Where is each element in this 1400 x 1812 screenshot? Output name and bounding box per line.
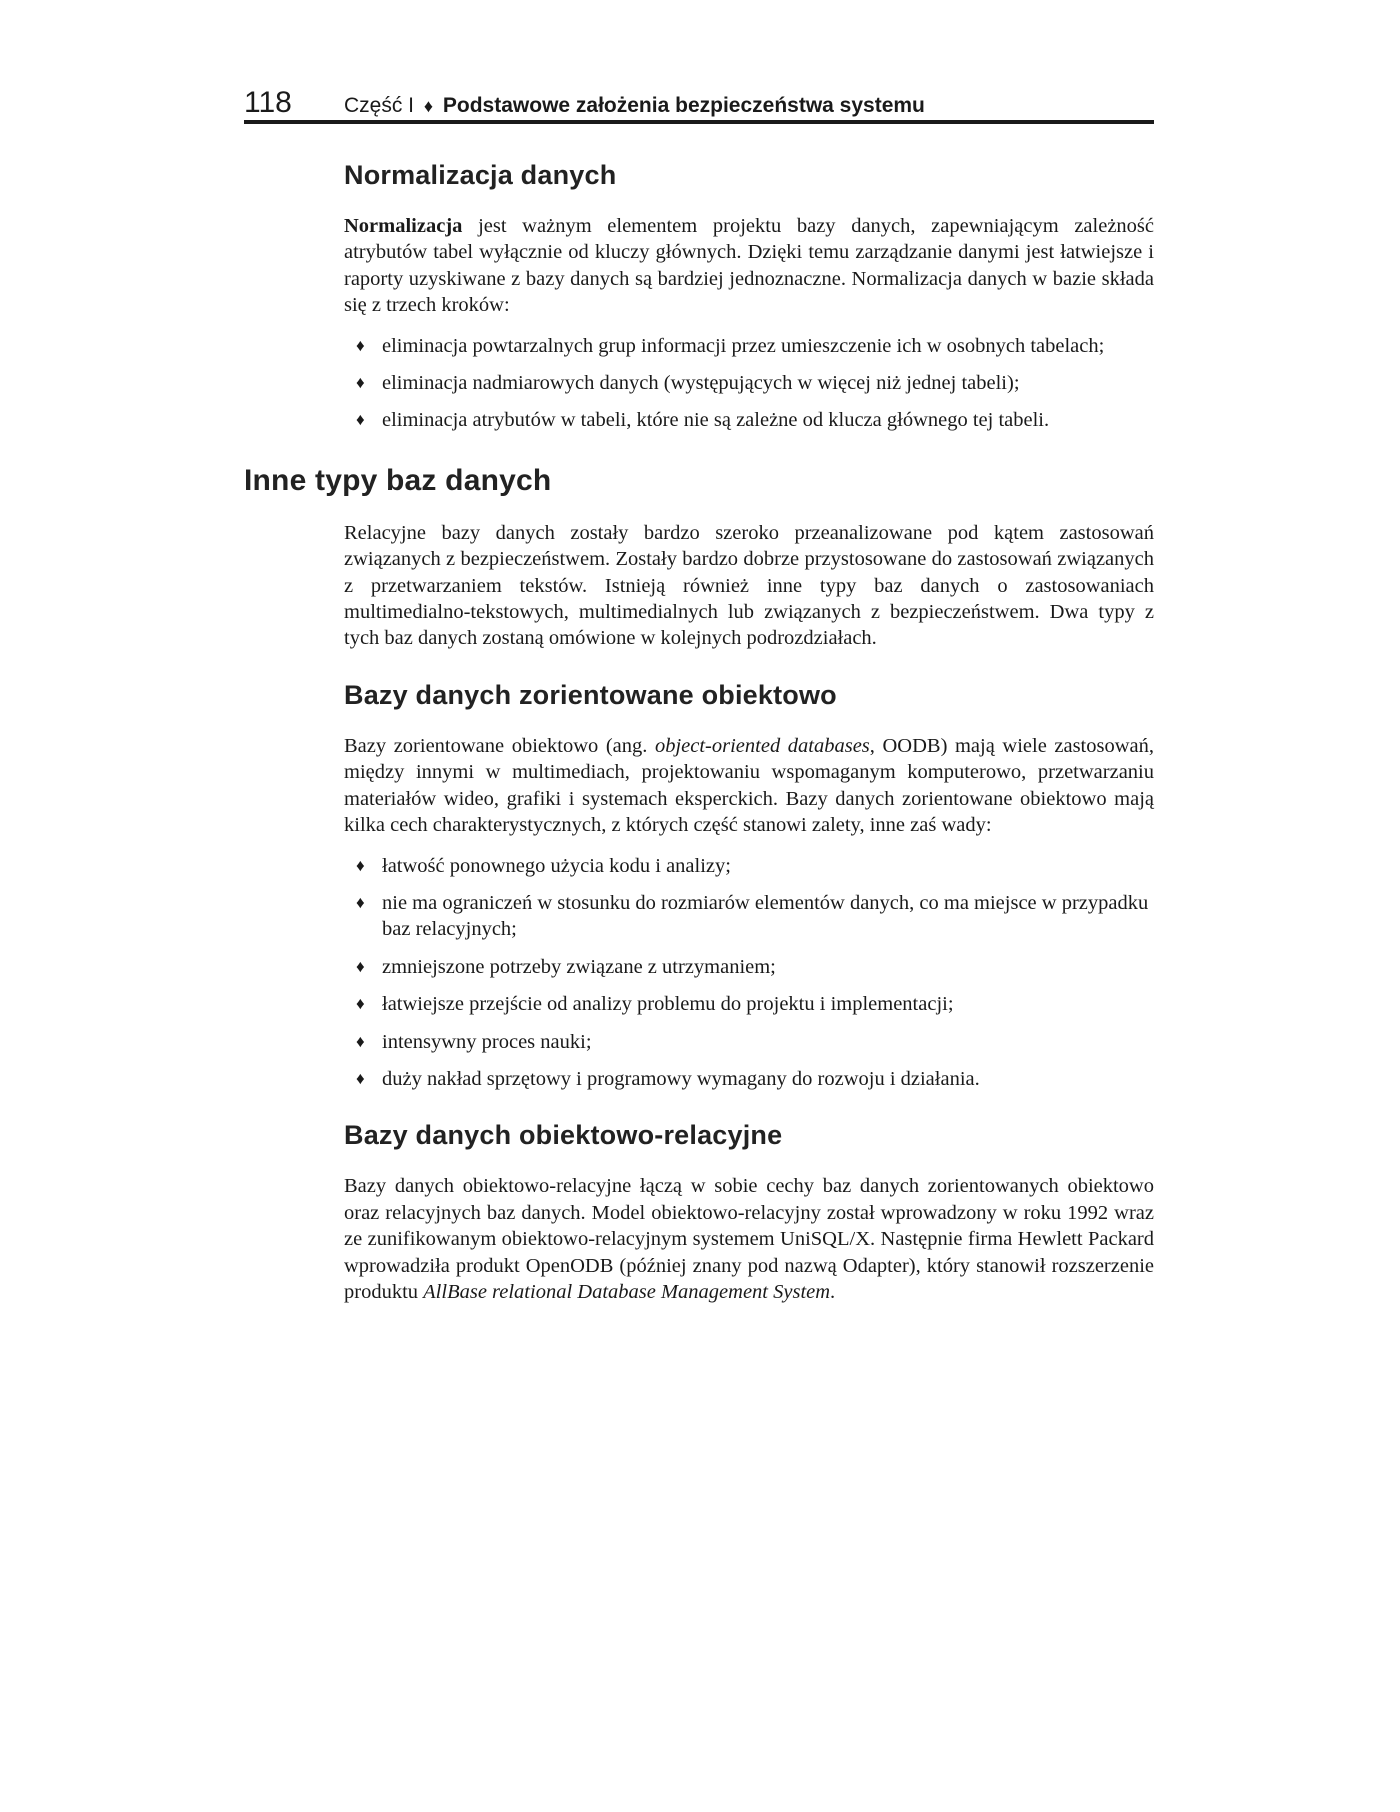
paragraph bbox=[344, 733, 1154, 839]
section-obiektowe bbox=[344, 680, 1154, 1092]
bullet-list bbox=[344, 333, 1154, 434]
list-item bbox=[344, 407, 1154, 433]
list-item-text: łatwiejsze przejście od analizy problemu do projektu i implementacji; bbox=[382, 993, 954, 1016]
list-item bbox=[344, 1066, 1154, 1092]
diamond-bullet-icon: ♦ bbox=[356, 956, 365, 976]
paragraph-text: Bazy zorientowane obiektowo (ang. bbox=[344, 734, 655, 757]
running-header bbox=[244, 80, 1154, 124]
paragraph bbox=[344, 213, 1154, 319]
header-part-label: Część I bbox=[344, 94, 415, 117]
paragraph-text: jest ważnym elementem projektu bazy danych, zapewniającym zależność atrybutów tabel wyłącznie od kluczy głównych. Dzięki temu zarządzanie danymi jest łatwiejsze i raporty uzyskiwane z bazy danych są bardziej jednoznaczne. Normalizacja danych w bazie składa się z trzech kroków: bbox=[344, 215, 1154, 317]
list-item-text: intensywny proces nauki; bbox=[382, 1030, 592, 1053]
paragraph: Relacyjne bazy danych zostały bardzo szeroko przeanalizowane pod kątem zastosowań związanych z bezpieczeństwem. Zostały bardzo dobrze przystosowane do zastosowań związanych z przetwarzaniem tekstów. Istnieją również inne typy baz danych o zastosowaniach multimedialno-tekstowych, multimedialnych lub związanych z bezpieczeństwem. Dwa typy z tych baz danych zostaną omówione w kolejnych podrozdziałach. bbox=[344, 521, 1154, 650]
list-item-text: eliminacja nadmiarowych danych (występujących w więcej niż jednej tabeli); bbox=[382, 372, 1020, 395]
diamond-bullet-icon: ♦ bbox=[356, 373, 365, 393]
section-inne-typy bbox=[244, 463, 1154, 652]
section-heading: Normalizacja danych bbox=[344, 160, 617, 190]
list-item bbox=[344, 333, 1154, 359]
paragraph-text: . bbox=[830, 1280, 836, 1303]
diamond-bullet-icon: ♦ bbox=[356, 892, 365, 912]
list-item bbox=[344, 853, 1154, 879]
list-item-text: łatwość ponownego użycia kodu i analizy; bbox=[382, 854, 731, 877]
paragraph-text: , OODB) mają wiele zastosowań, między innymi w multimediach, projektowaniu wspomaganym komputerowo, przetwarzaniu materiałów wideo, grafiki i systemach eksperckich. Bazy danych zorientowane obiektowo mają kilka cech charakterystycznych, z których część stanowi zalety, inne zaś wady: bbox=[344, 734, 1154, 837]
bullet-list bbox=[344, 853, 1154, 1093]
diamond-bullet-icon: ♦ bbox=[356, 994, 365, 1014]
list-item-text: nie ma ograniczeń w stosunku do rozmiarów elementów danych, co ma miejsce w przypadku baz relacyjnych; bbox=[382, 891, 1149, 941]
list-item bbox=[344, 370, 1154, 396]
list-item-text: eliminacja atrybutów w tabeli, które nie są zależne od klucza głównego tej tabeli. bbox=[382, 409, 1050, 432]
list-item bbox=[344, 954, 1154, 980]
diamond-bullet-icon: ♦ bbox=[356, 855, 365, 875]
section-heading: Bazy danych zorientowane obiektowo bbox=[344, 679, 837, 710]
italic-term: AllBase relational Database Management System bbox=[423, 1280, 831, 1303]
section-obiektowo-relacyjne bbox=[344, 1120, 1154, 1305]
header-text bbox=[344, 94, 925, 118]
list-item bbox=[344, 890, 1154, 943]
bold-term: Normalizacja bbox=[344, 215, 463, 237]
chapter-heading: Inne typy baz danych bbox=[244, 463, 552, 497]
list-item bbox=[344, 1029, 1154, 1055]
list-item bbox=[344, 991, 1154, 1017]
paragraph-text: Bazy danych obiektowo-relacyjne łączą w sobie cechy baz danych zorientowanych obiektowo oraz relacyjnych baz danych. Model obiektowo-relacyjny został wprowadzony w roku 1992 wraz ze zunifikowanym obiektowo-relacyjnym systemem UniSQL/X. Następnie firma Hewlett Packard wprowadziła produkt OpenODB (później znany pod nazwą Odapter), który stanowił rozszerzenie produktu bbox=[344, 1175, 1154, 1303]
paragraph bbox=[344, 1173, 1154, 1305]
diamond-bullet-icon: ♦ bbox=[356, 335, 365, 355]
section-normalizacja bbox=[344, 160, 1154, 434]
diamond-bullet-icon: ♦ bbox=[356, 1068, 365, 1088]
diamond-bullet-icon: ♦ bbox=[356, 1031, 365, 1051]
list-item-text: zmniejszone potrzeby związane z utrzymaniem; bbox=[382, 955, 776, 978]
list-item-text: duży nakład sprzętowy i programowy wymagany do rozwoju i działania. bbox=[382, 1067, 980, 1090]
section-heading: Bazy danych obiektowo-relacyjne bbox=[344, 1120, 783, 1151]
list-item-text: eliminacja powtarzalnych grup informacji przez umieszczenie ich w osobnych tabelach; bbox=[382, 334, 1105, 357]
main-content bbox=[244, 160, 1154, 1333]
diamond-bullet-icon: ♦ bbox=[356, 410, 365, 430]
diamond-icon: ♦ bbox=[423, 96, 434, 116]
italic-term: object-oriented databases bbox=[654, 734, 870, 757]
page-number: 118 bbox=[244, 86, 292, 119]
header-chapter-title: Podstawowe założenia bezpieczeństwa systemu bbox=[442, 94, 925, 117]
